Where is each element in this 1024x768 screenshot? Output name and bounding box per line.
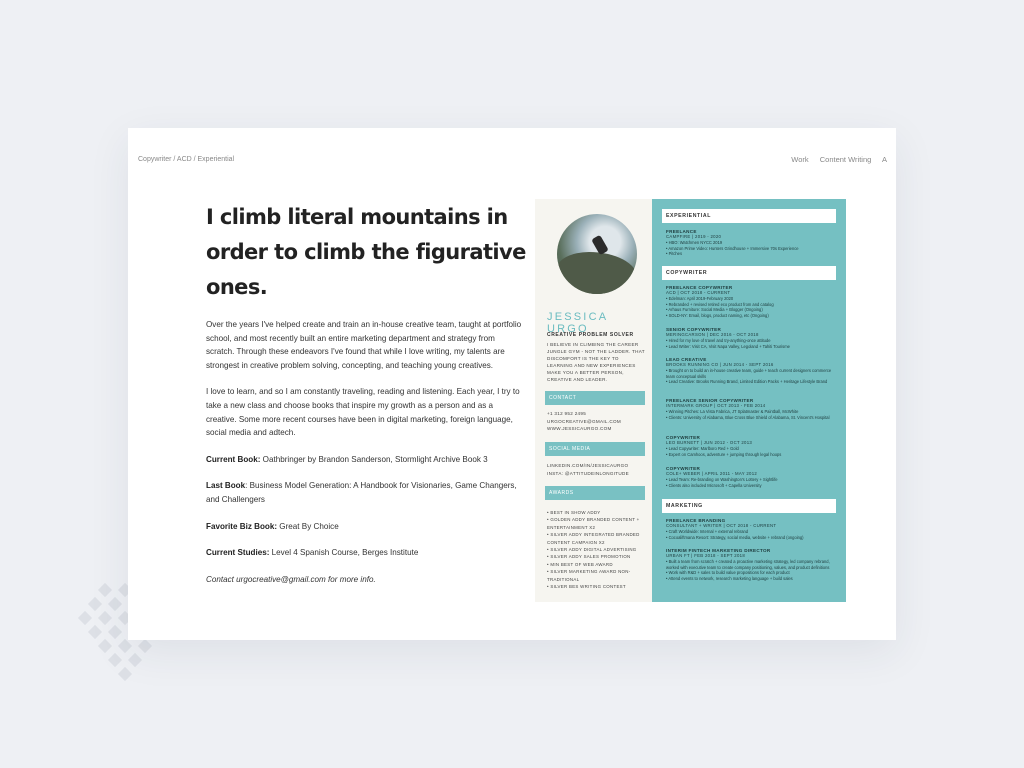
job-company: COLE+ WEBER | APRIL 2011 - MAY 2012	[666, 471, 758, 476]
job-title: INTERIM FINTECH MARKETING DIRECTOR	[666, 548, 771, 553]
contact-line[interactable]: Contact urgocreative@gmail.com for more info.	[206, 574, 376, 584]
award-item: • MIN BEST OF WEB AWARD	[547, 561, 647, 568]
award-item: • BEST IN SHOW ADDY	[547, 509, 647, 516]
studies-value: Level 4 Spanish Course, Berges Institute	[269, 548, 419, 558]
job-title: COPYWRITER	[666, 435, 701, 440]
job-bullet: • Arhaus Furniture: Social Media + Blogger (Ongoing)	[666, 307, 836, 313]
current-book-label: Current Book:	[206, 454, 261, 464]
resume-contact-lines	[547, 410, 647, 433]
job-title: COPYWRITER	[666, 466, 701, 471]
job-title: LEAD CREATIVE	[666, 357, 707, 362]
job-bullet: • HBO: Watchmen NYCC 2019	[666, 240, 836, 246]
job-entry	[666, 435, 836, 457]
job-bullets	[666, 559, 836, 581]
award-item: • GOLDEN ADDY BRANDED CONTENT + ENTERTAINMENT X2	[547, 516, 647, 531]
resume-linkedin: LINKEDIN.COM/IN/JESSICAURGO	[547, 463, 629, 468]
current-studies	[206, 546, 524, 560]
site-header	[128, 128, 896, 192]
job-bullets	[666, 368, 836, 385]
favorite-biz-book	[206, 520, 524, 534]
job-bullet: • Clients: University of Alabama, Blue Cross Blue Shield of Alabama, St. Vincent's Hospital	[666, 415, 836, 421]
job-company: URBAN FT | FEB 2018 - SEPT 2018	[666, 553, 746, 558]
resume-role: CREATIVE PROBLEM SOLVER	[547, 332, 634, 338]
nav-item-work[interactable]: Work	[791, 155, 809, 164]
job-bullets	[666, 240, 836, 257]
award-item: • SILVER MARKETING AWARD NON-TRADITIONAL	[547, 568, 647, 583]
job-bullet: • Lead Creative: Brooks Running Brand, Limited Edition Packs + Heritage Lifestyle Brand	[666, 379, 836, 385]
site-tagline[interactable]: Copywriter / ACD / Experiential	[138, 156, 235, 163]
job-bullet: • Lead Team: Re-branding on Washington's Lottery + Sightlife	[666, 477, 836, 483]
resume-name: JESSICA URGO	[547, 311, 608, 335]
resume-motto: I BELIEVE IN CLIMBING THE CAREER JUNGLE GYM - NOT THE LADDER. THAT DISCOMFORT IS THE KEY TO LEARNING AND NEW EXPERIENCES MAKE YOU A BETTER PERSON, CREATIVE AND LEADER.	[547, 342, 645, 382]
job-bullet: • Cocoaliftmana Resort: Strategy, social media, website + rebrand (ongoing)	[666, 535, 836, 541]
job-company: MERINGCARSON | DEC 2016 - OCT 2018	[666, 332, 759, 337]
profile-photo	[557, 214, 637, 294]
nav-item-content-writing[interactable]: Content Writing	[819, 155, 872, 164]
current-book-value: Oathbringer by Brandon Sanderson, Stormlight Archive Book 3	[260, 454, 488, 464]
job-title: SENIOR COPYWRITER	[666, 327, 722, 332]
job-entry	[666, 327, 836, 349]
about-text	[206, 318, 524, 599]
job-bullets	[666, 296, 836, 318]
job-entry	[666, 229, 836, 257]
job-company: BROOKS RUNNING CO | JUN 2014 - SEPT 2016	[666, 362, 774, 367]
award-item: • SILVER ADDY DIGITAL ADVERTISING	[547, 546, 647, 553]
job-title: FREELANCE COPYWRITER	[666, 285, 733, 290]
resume-awards-heading: AWARDS	[545, 486, 645, 500]
job-bullet: • Craft Worldwide: Internal + external rebrand	[666, 529, 836, 535]
job-entry	[666, 466, 836, 488]
job-bullets	[666, 409, 836, 420]
job-company: ACD | OCT 2018 - CURRENT	[666, 290, 731, 295]
job-bullet: • Pitches	[666, 251, 836, 257]
job-entry	[666, 548, 836, 581]
job-company: INTERMARK GROUP | OCT 2013 - FEB 2014	[666, 403, 766, 408]
section-copywriter: COPYWRITER	[662, 266, 836, 280]
page-card	[128, 128, 896, 640]
job-bullet: • SOLD-NY: Email, blogs, product naming, etc (Ongoing)	[666, 313, 836, 319]
resume-image	[535, 199, 846, 602]
last-book-value: : Business Model Generation: A Handbook for Visionaries, Game Changers, and Challengers	[206, 481, 517, 504]
job-entry	[666, 398, 836, 420]
job-bullet: • Amazon Prime Video: Hunters Grindhouse + Immersive 70s Experience	[666, 246, 836, 252]
job-bullet: • Hired for my love of travel and try-anything-once attitude	[666, 338, 836, 344]
job-bullets	[666, 446, 836, 457]
job-bullets	[666, 477, 836, 488]
job-bullet: • Edelman: April 2019-February 2020	[666, 296, 836, 302]
job-entry	[666, 357, 836, 385]
resume-contact-heading: CONTACT	[545, 391, 645, 405]
job-entry	[666, 285, 836, 318]
about-paragraph: I love to learn, and so I am constantly traveling, reading and listening. Each year, I try to take a new class and choose books that inspire my growth as a person and as a creative. Some more recent courses have been in digital marketing, foreign language, social media and adtech.	[206, 387, 520, 438]
job-bullet: • Winning Pitches: La Vista Fabrica, JT Splatmaster & Paintball, McWhite	[666, 409, 836, 415]
job-bullet: • Work with R&D + sales to build value propositions for each product	[666, 570, 836, 576]
section-experiential: EXPERIENTIAL	[662, 209, 836, 223]
job-bullets	[666, 338, 836, 349]
job-title: FREELANCE SENIOR COPYWRITER	[666, 398, 754, 403]
award-item: • SILVER BES WRITING CONTEST	[547, 583, 647, 590]
resume-social-lines	[547, 462, 647, 477]
award-item: • SILVER ADDY INTEGRATED BRANDED CONTENT CAMPAIGN X2	[547, 531, 647, 546]
resume-instagram: INSTA: @ATTITUDEINLONGITUDE	[547, 470, 630, 476]
last-book-label: Last Book	[206, 481, 246, 491]
job-bullet: • Attend events to network, research marketing language + build sales	[666, 576, 836, 582]
about-paragraph: Over the years I've helped create and train an in-house creative team, taught at portfolio school, and most recently built an entire marketing department and strategy from scratch. Through these endeavors I've found that while I love writing, my talents are strongest in creative problem solving, concepting, and teaching young creatives.	[206, 320, 522, 370]
resume-social-heading: SOCIAL MEDIA	[545, 442, 645, 456]
resume-website: WWW.JESSICAURGO.COM	[547, 426, 612, 431]
biz-book-label: Favorite Biz Book:	[206, 521, 278, 531]
award-item: • SILVER ADDY SALES PROMOTION	[547, 553, 647, 560]
job-bullet: • Lead Writer: Visit CA, Visit Napa Valley, Legoland + Tahiti Tourisme	[666, 344, 836, 350]
job-bullet: • Lead Copywriter: Marlboro Red + Gold	[666, 446, 836, 452]
site-nav	[791, 155, 896, 164]
job-bullet: • Clients also included Microsoft + Capella University	[666, 483, 836, 489]
last-book	[206, 479, 524, 506]
job-entry	[666, 518, 836, 540]
studies-label: Current Studies:	[206, 548, 270, 558]
job-bullet: • Rebranded + revised retired eco product from and catalog	[666, 302, 836, 308]
biz-book-value: Great By Choice	[277, 521, 339, 531]
job-title: FREELANCE	[666, 229, 697, 234]
job-company: LEO BURNETT | JUN 2012 - OCT 2013	[666, 440, 753, 445]
job-title: FREELANCE BRANDING	[666, 518, 726, 523]
nav-item-about[interactable]: A	[881, 155, 887, 164]
resume-main	[652, 199, 846, 602]
resume-sidebar	[535, 199, 651, 602]
current-book	[206, 453, 524, 467]
job-bullets	[666, 529, 836, 540]
page-headline: I climb literal mountains in order to climb the figurative ones.	[206, 205, 526, 299]
job-bullet: • Brought on to build an in-house creative team, guide + teach current designers commerce team conceptual skills	[666, 368, 836, 379]
resume-phone: +1 312 952 2495	[547, 411, 587, 416]
resume-email: URGOCREATIVE@GMAIL.COM	[547, 418, 621, 424]
job-company: CAMPFIRE | 2019 - 2020	[666, 234, 722, 239]
job-company: CONSULTANT + WRITER | OCT 2018 - CURRENT	[666, 523, 777, 528]
section-marketing: MARKETING	[662, 499, 836, 513]
job-bullet: • Built a team from scratch + created a proactive marketing strategy, led company rebrand, worked with executive team to create company positioning, values, and product definitions	[666, 559, 836, 570]
resume-awards-list	[547, 509, 647, 590]
job-bullet: • Expert on Camhoos, adventure + jumping through legal hoops	[666, 452, 836, 458]
